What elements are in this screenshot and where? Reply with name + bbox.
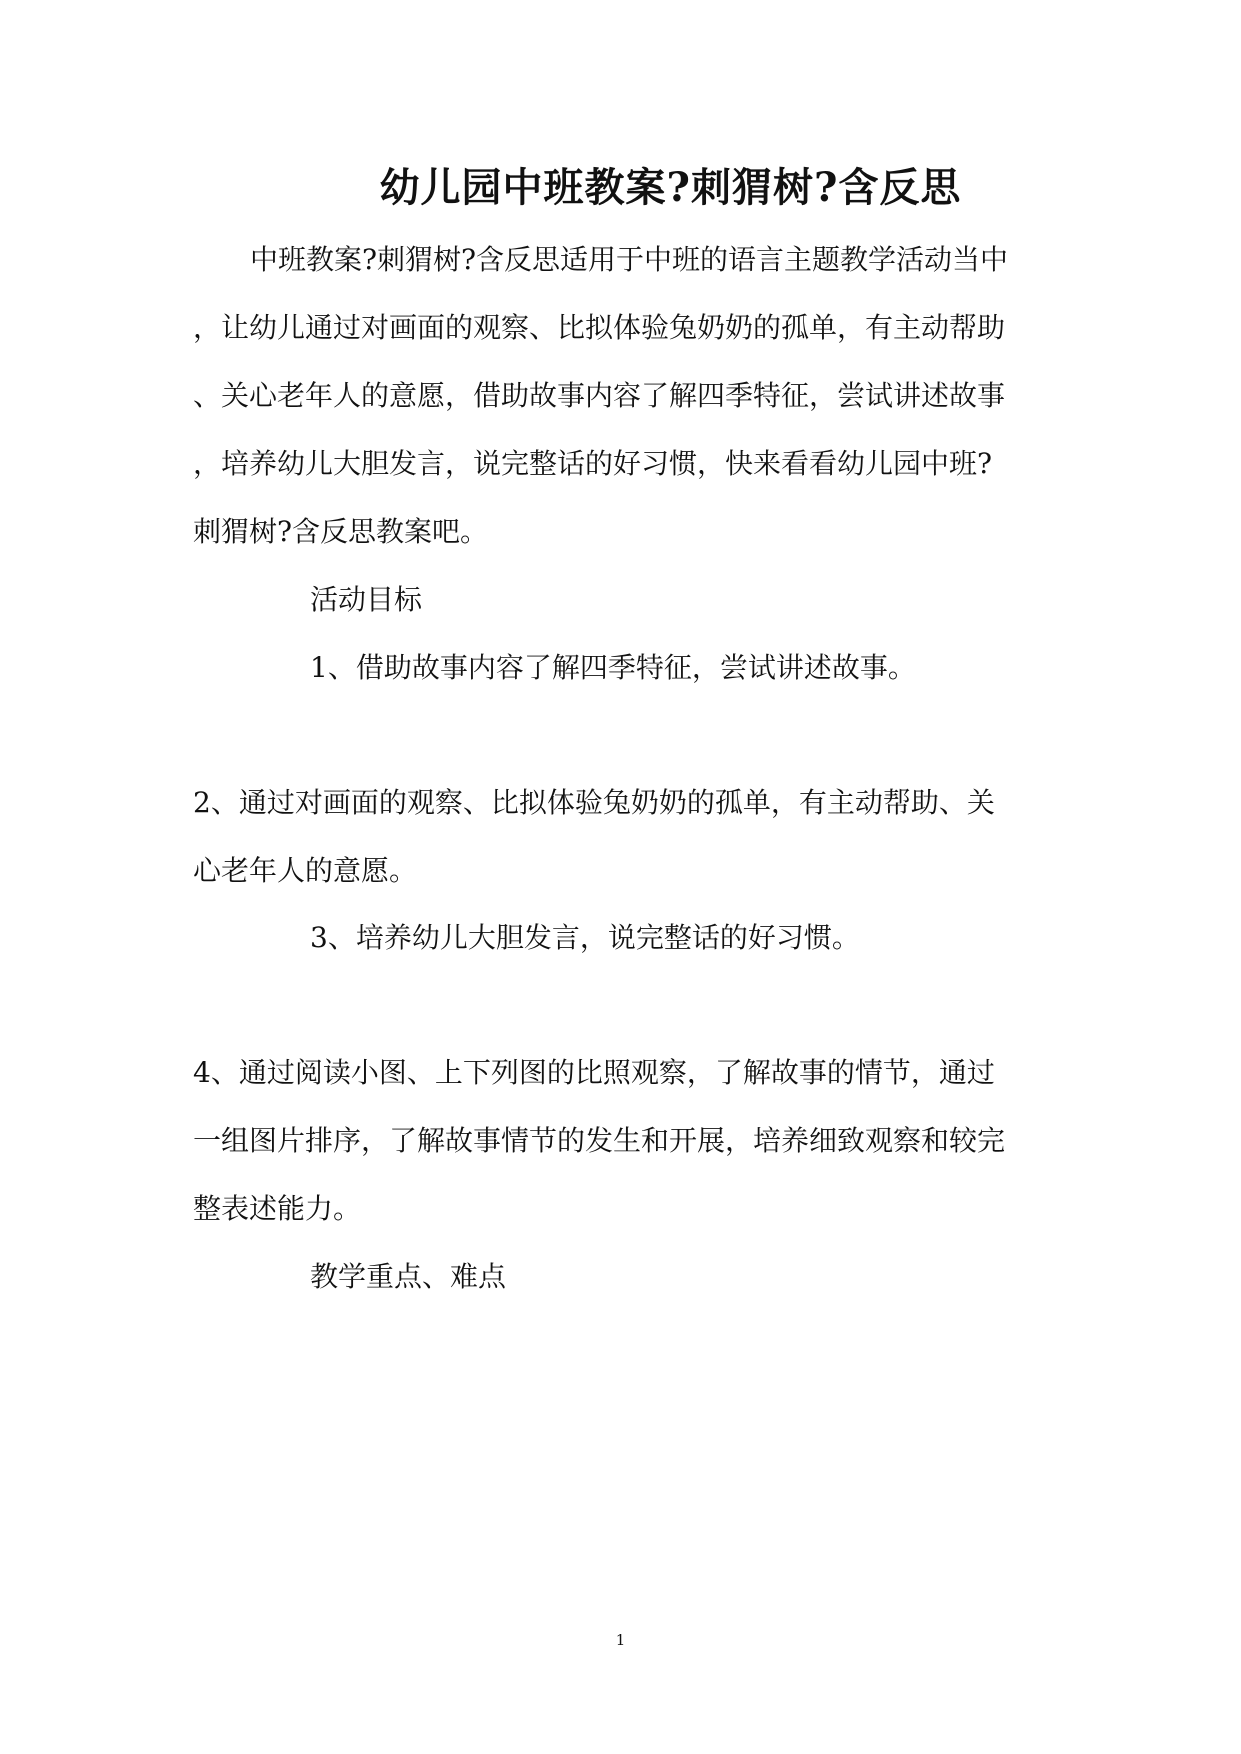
goal-2-line-2: 心老年人的意愿。 bbox=[193, 854, 418, 887]
goal-3: 3、培养幼儿大胆发言，说完整话的好习惯。 bbox=[310, 921, 860, 954]
key-points-heading: 教学重点、难点 bbox=[310, 1260, 507, 1293]
intro-line-3: 、关心老年人的意愿，借助故事内容了解四季特征，尝试讲述故事 bbox=[193, 379, 1006, 412]
page-number: 1 bbox=[615, 1631, 626, 1649]
goal-4-line-1: 4、通过阅读小图、上下列图的比照观察，了解故事的情节，通过 bbox=[193, 1056, 995, 1089]
intro-line-1: 中班教案?刺猬树?含反思适用于中班的语言主题教学活动当中 bbox=[250, 243, 1009, 276]
intro-line-4: ，培养幼儿大胆发言，说完整话的好习惯，快来看看幼儿园中班? bbox=[193, 447, 993, 480]
goal-1: 1、借助故事内容了解四季特征，尝试讲述故事。 bbox=[310, 651, 916, 684]
goal-4-line-3: 整表述能力。 bbox=[193, 1192, 362, 1225]
goal-4-line-2: 一组图片排序，了解故事情节的发生和开展，培养细致观察和较完 bbox=[193, 1124, 1006, 1157]
goal-2-line-1: 2、通过对画面的观察、比拟体验兔奶奶的孤单，有主动帮助、关 bbox=[193, 786, 995, 819]
document-title: 幼儿园中班教案?刺猬树?含反思 bbox=[379, 164, 962, 211]
intro-line-2: ，让幼儿通过对画面的观察、比拟体验兔奶奶的孤单，有主动帮助 bbox=[193, 311, 1006, 344]
intro-line-5: 刺猬树?含反思教案吧。 bbox=[193, 515, 489, 548]
goals-heading: 活动目标 bbox=[310, 583, 423, 616]
